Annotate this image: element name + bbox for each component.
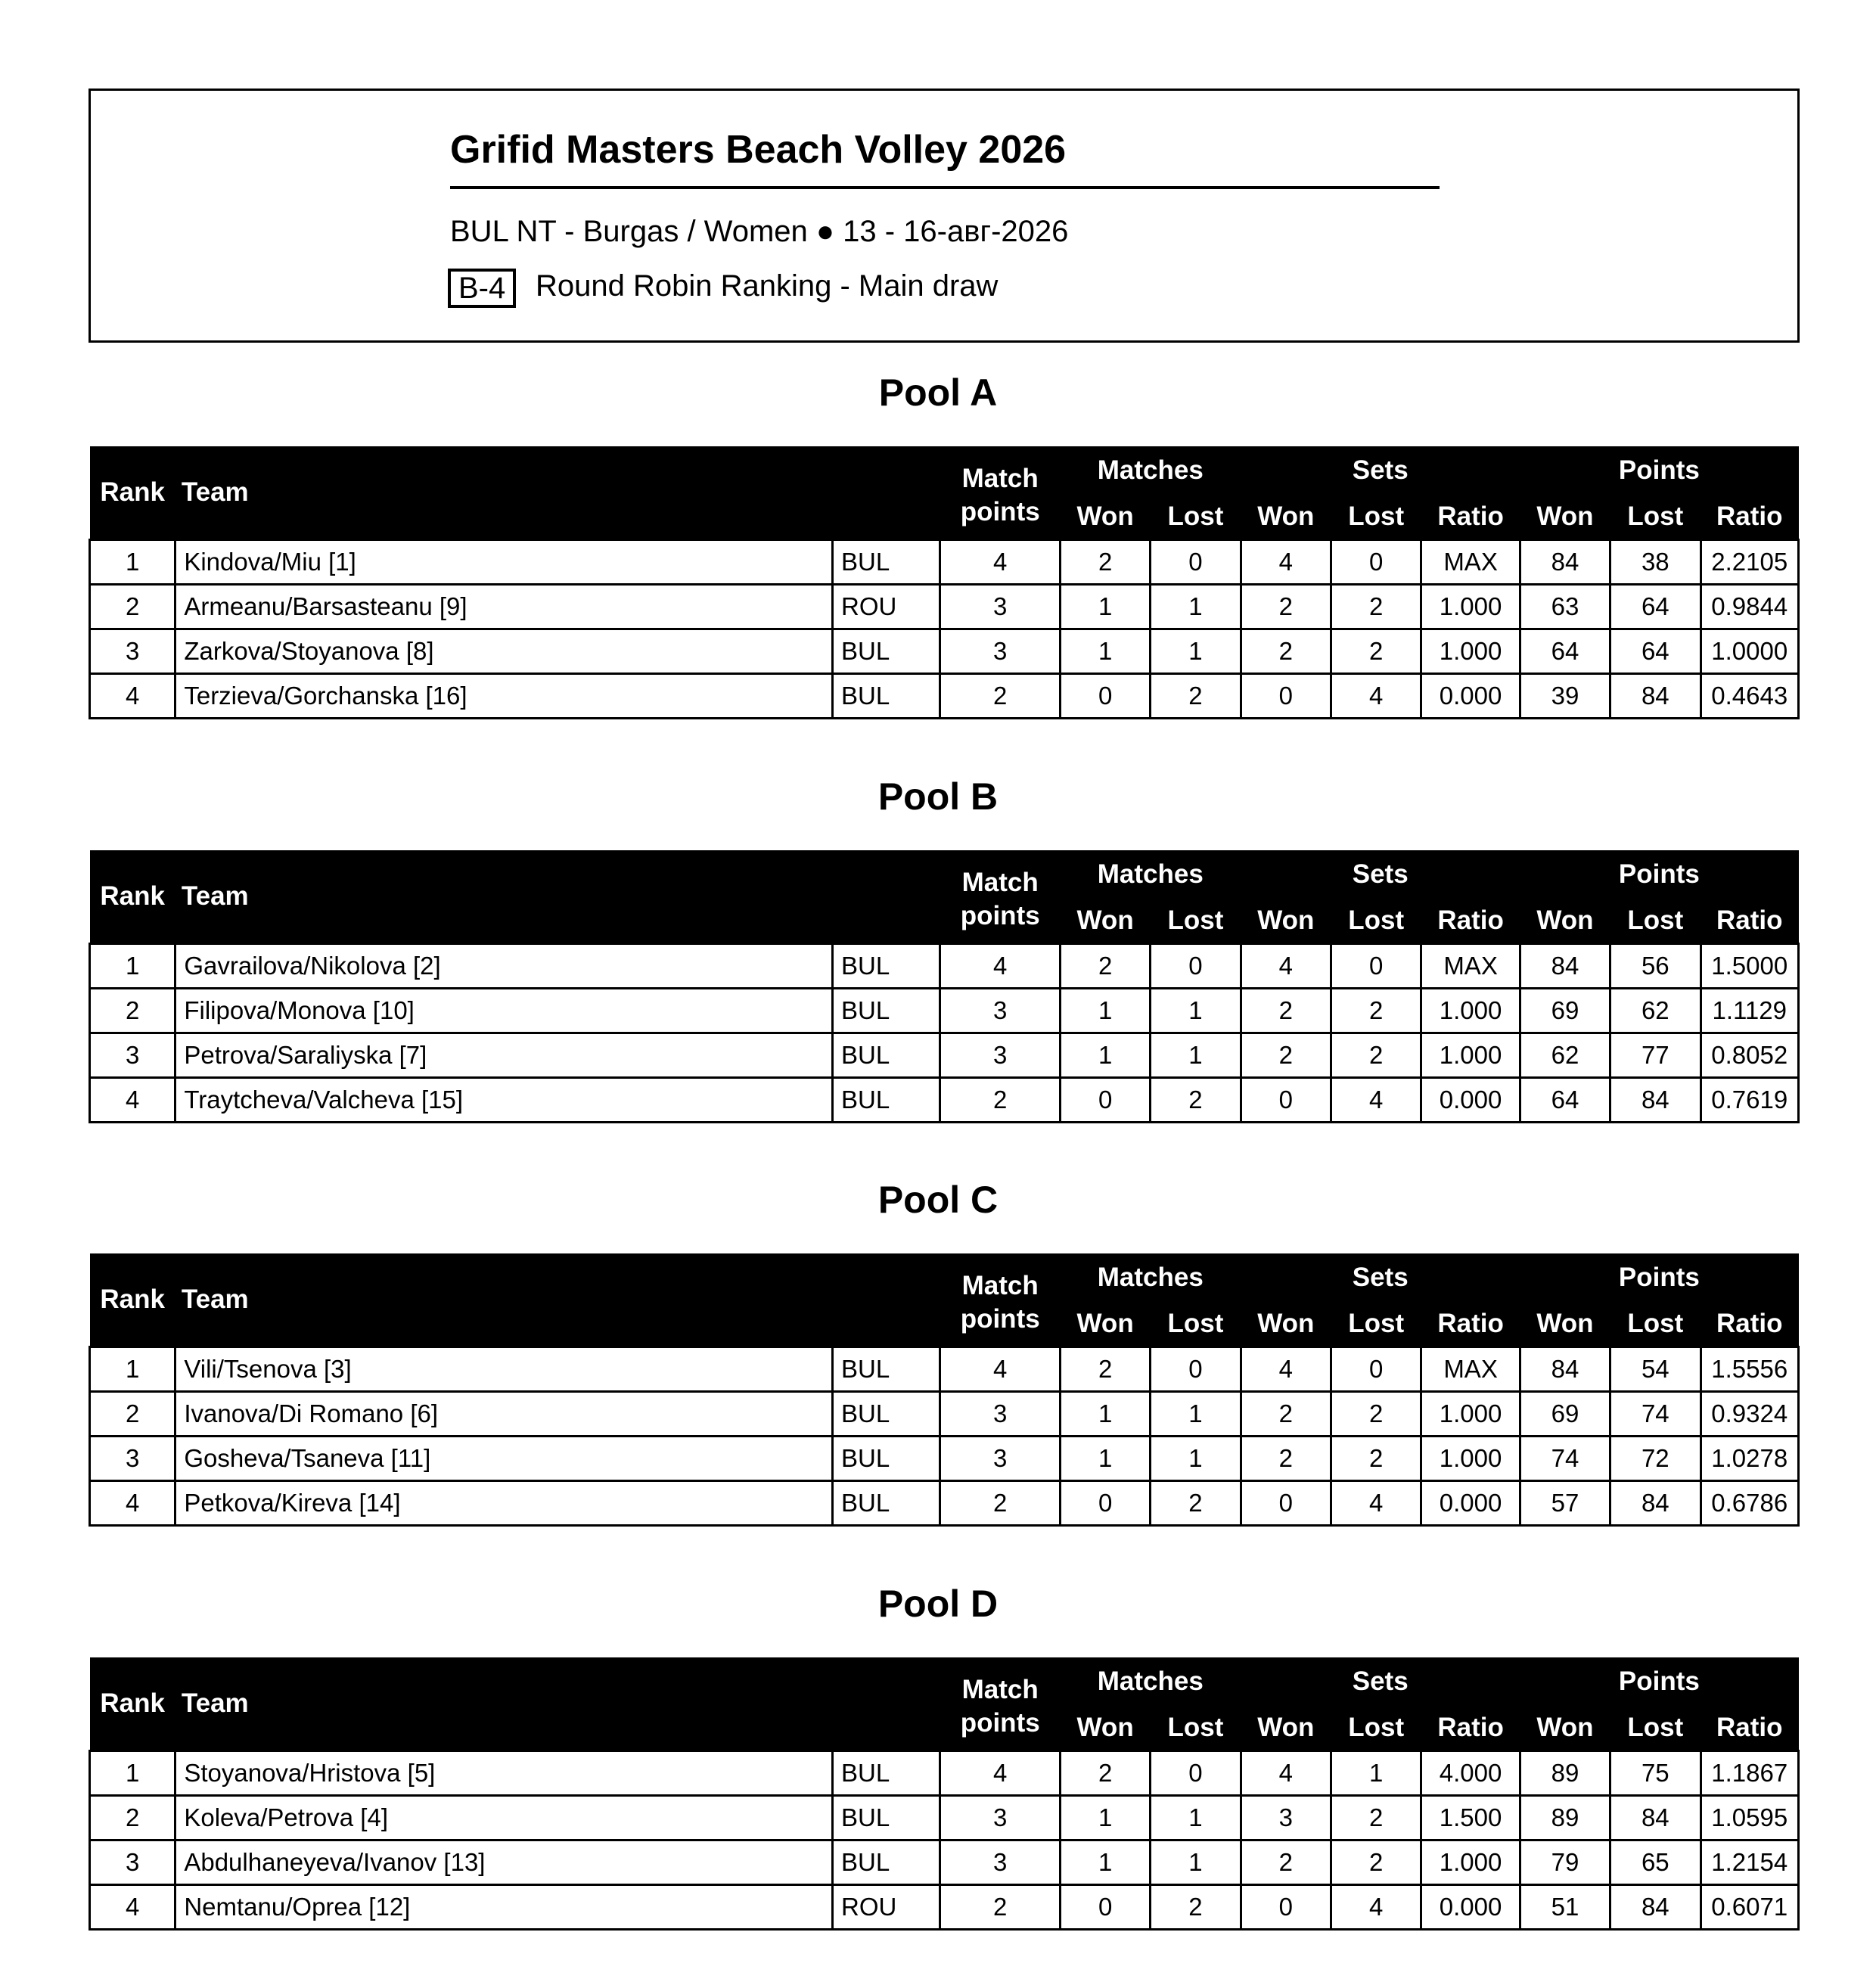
sets-ratio-header: Ratio bbox=[1421, 1302, 1520, 1347]
match-points-cell: 3 bbox=[940, 988, 1060, 1033]
points-lost-cell: 64 bbox=[1610, 584, 1701, 629]
points-lost-cell: 84 bbox=[1610, 1077, 1701, 1122]
matches-won-cell: 1 bbox=[1060, 988, 1150, 1033]
points-lost-cell: 77 bbox=[1610, 1033, 1701, 1077]
rank-cell: 1 bbox=[90, 1750, 175, 1795]
points-won-header: Won bbox=[1520, 899, 1610, 943]
matches-group-header: Matches bbox=[1060, 1657, 1241, 1706]
team-cell: Traytcheva/Valcheva [15] bbox=[175, 1077, 833, 1122]
matches-lost-header: Lost bbox=[1151, 899, 1241, 943]
points-won-cell: 84 bbox=[1520, 943, 1610, 988]
table-row bbox=[90, 1840, 1799, 1884]
country-cell: BUL bbox=[833, 1436, 940, 1480]
sets-won-cell: 4 bbox=[1241, 539, 1331, 584]
points-won-cell: 62 bbox=[1520, 1033, 1610, 1077]
points-lost-cell: 75 bbox=[1610, 1750, 1701, 1795]
team-cell: Petrova/Saraliyska [7] bbox=[175, 1033, 833, 1077]
sets-ratio-cell: 1.000 bbox=[1421, 629, 1520, 673]
matches-lost-header: Lost bbox=[1151, 495, 1241, 539]
rank-cell: 1 bbox=[90, 943, 175, 988]
points-ratio-cell: 1.2154 bbox=[1701, 1840, 1799, 1884]
table-row bbox=[90, 943, 1799, 988]
sets-won-cell: 0 bbox=[1241, 1077, 1331, 1122]
sets-won-header: Won bbox=[1241, 495, 1331, 539]
sets-lost-cell: 0 bbox=[1331, 1347, 1421, 1391]
match-points-cell: 3 bbox=[940, 1436, 1060, 1480]
matches-lost-cell: 1 bbox=[1151, 1436, 1241, 1480]
match-points-header-line1: Match bbox=[961, 1674, 1039, 1704]
match-points-cell: 4 bbox=[940, 1347, 1060, 1391]
sets-ratio-header: Ratio bbox=[1421, 495, 1520, 539]
match-points-cell: 2 bbox=[940, 1480, 1060, 1525]
table-row bbox=[90, 539, 1799, 584]
matches-group-header: Matches bbox=[1060, 1253, 1241, 1302]
country-cell: ROU bbox=[833, 584, 940, 629]
rank-cell: 3 bbox=[90, 629, 175, 673]
sets-lost-cell: 2 bbox=[1331, 988, 1421, 1033]
sets-won-cell: 4 bbox=[1241, 1347, 1331, 1391]
team-cell: Abdulhaneyeva/Ivanov [13] bbox=[175, 1840, 833, 1884]
points-ratio-cell: 1.1129 bbox=[1701, 988, 1799, 1033]
points-ratio-cell: 0.6071 bbox=[1701, 1884, 1799, 1929]
team-cell: Ivanova/Di Romano [6] bbox=[175, 1391, 833, 1436]
table-row bbox=[90, 1480, 1799, 1525]
table-row bbox=[90, 1391, 1799, 1436]
pool-title: Pool A bbox=[878, 371, 998, 414]
rank-cell: 2 bbox=[90, 988, 175, 1033]
sets-won-header: Won bbox=[1241, 899, 1331, 943]
table-row bbox=[90, 1884, 1799, 1929]
matches-won-cell: 1 bbox=[1060, 1436, 1150, 1480]
sets-ratio-cell: 1.000 bbox=[1421, 584, 1520, 629]
pool-title: Pool C bbox=[877, 1179, 999, 1221]
matches-won-cell: 1 bbox=[1060, 629, 1150, 673]
matches-group-header: Matches bbox=[1060, 850, 1241, 899]
matches-lost-cell: 1 bbox=[1151, 1795, 1241, 1840]
points-ratio-header: Ratio bbox=[1701, 495, 1799, 539]
matches-lost-cell: 0 bbox=[1151, 539, 1241, 584]
sets-won-cell: 4 bbox=[1241, 943, 1331, 988]
sets-lost-cell: 2 bbox=[1331, 1840, 1421, 1884]
sets-group-header: Sets bbox=[1241, 850, 1520, 899]
match-points-header-line1: Match bbox=[961, 867, 1039, 897]
rank-cell: 2 bbox=[90, 1391, 175, 1436]
rank-cell: 1 bbox=[90, 539, 175, 584]
pool-standings-table bbox=[89, 1657, 1800, 1931]
points-group-header: Points bbox=[1520, 446, 1798, 495]
match-points-cell: 2 bbox=[940, 1884, 1060, 1929]
matches-won-cell: 0 bbox=[1060, 1480, 1150, 1525]
points-lost-header: Lost bbox=[1610, 899, 1701, 943]
matches-lost-cell: 2 bbox=[1151, 673, 1241, 718]
match-points-cell: 2 bbox=[940, 673, 1060, 718]
points-lost-cell: 84 bbox=[1610, 673, 1701, 718]
page-title: Grifid Masters Beach Volley 2026 bbox=[450, 128, 1067, 172]
rank-header: Rank bbox=[90, 850, 175, 943]
sets-ratio-cell: 0.000 bbox=[1421, 1884, 1520, 1929]
points-ratio-cell: 0.9324 bbox=[1701, 1391, 1799, 1436]
points-ratio-cell: 1.1867 bbox=[1701, 1750, 1799, 1795]
points-lost-cell: 84 bbox=[1610, 1884, 1701, 1929]
points-lost-cell: 64 bbox=[1610, 629, 1701, 673]
sets-won-cell: 2 bbox=[1241, 1391, 1331, 1436]
points-lost-cell: 74 bbox=[1610, 1391, 1701, 1436]
match-points-header bbox=[940, 850, 1060, 943]
sets-won-cell: 2 bbox=[1241, 629, 1331, 673]
team-cell: Stoyanova/Hristova [5] bbox=[175, 1750, 833, 1795]
matches-group-header: Matches bbox=[1060, 446, 1241, 495]
table-row bbox=[90, 1795, 1799, 1840]
matches-won-cell: 2 bbox=[1060, 539, 1150, 584]
team-header: Team bbox=[175, 850, 940, 943]
round-name: Round Robin Ranking - Main draw bbox=[536, 269, 999, 303]
team-cell: Koleva/Petrova [4] bbox=[175, 1795, 833, 1840]
sets-ratio-cell: 1.000 bbox=[1421, 1840, 1520, 1884]
match-points-cell: 3 bbox=[940, 1391, 1060, 1436]
rank-cell: 3 bbox=[90, 1840, 175, 1884]
match-points-header-line2: points bbox=[960, 1707, 1040, 1738]
matches-won-cell: 0 bbox=[1060, 1077, 1150, 1122]
matches-lost-header: Lost bbox=[1151, 1706, 1241, 1750]
matches-lost-cell: 2 bbox=[1151, 1884, 1241, 1929]
points-ratio-cell: 0.4643 bbox=[1701, 673, 1799, 718]
sets-group-header: Sets bbox=[1241, 446, 1520, 495]
matches-won-cell: 2 bbox=[1060, 943, 1150, 988]
sets-ratio-cell: 1.000 bbox=[1421, 1033, 1520, 1077]
table-row bbox=[90, 629, 1799, 673]
country-cell: BUL bbox=[833, 1347, 940, 1391]
match-points-header bbox=[940, 1657, 1060, 1750]
sets-lost-header: Lost bbox=[1331, 1706, 1421, 1750]
table-row bbox=[90, 584, 1799, 629]
points-won-cell: 84 bbox=[1520, 539, 1610, 584]
points-lost-cell: 54 bbox=[1610, 1347, 1701, 1391]
country-cell: BUL bbox=[833, 1750, 940, 1795]
points-lost-cell: 38 bbox=[1610, 539, 1701, 584]
team-cell: Vili/Tsenova [3] bbox=[175, 1347, 833, 1391]
points-group-header: Points bbox=[1520, 1253, 1798, 1302]
points-group-header: Points bbox=[1520, 850, 1798, 899]
match-points-cell: 3 bbox=[940, 1795, 1060, 1840]
country-cell: BUL bbox=[833, 1077, 940, 1122]
points-ratio-cell: 1.5556 bbox=[1701, 1347, 1799, 1391]
points-ratio-cell: 0.6786 bbox=[1701, 1480, 1799, 1525]
team-cell: Zarkova/Stoyanova [8] bbox=[175, 629, 833, 673]
sets-won-cell: 2 bbox=[1241, 988, 1331, 1033]
team-header: Team bbox=[175, 1253, 940, 1347]
matches-won-cell: 0 bbox=[1060, 1884, 1150, 1929]
country-cell: BUL bbox=[833, 988, 940, 1033]
match-points-cell: 3 bbox=[940, 629, 1060, 673]
rank-cell: 4 bbox=[90, 1480, 175, 1525]
country-cell: BUL bbox=[833, 539, 940, 584]
sets-won-cell: 0 bbox=[1241, 1884, 1331, 1929]
sets-lost-header: Lost bbox=[1331, 1302, 1421, 1347]
points-won-cell: 64 bbox=[1520, 1077, 1610, 1122]
points-ratio-cell: 0.8052 bbox=[1701, 1033, 1799, 1077]
country-cell: BUL bbox=[833, 629, 940, 673]
country-cell: BUL bbox=[833, 1033, 940, 1077]
matches-won-cell: 2 bbox=[1060, 1750, 1150, 1795]
match-points-cell: 4 bbox=[940, 539, 1060, 584]
sets-lost-cell: 2 bbox=[1331, 1033, 1421, 1077]
sets-ratio-header: Ratio bbox=[1421, 1706, 1520, 1750]
sets-won-cell: 2 bbox=[1241, 1840, 1331, 1884]
points-won-cell: 84 bbox=[1520, 1347, 1610, 1391]
match-points-cell: 4 bbox=[940, 943, 1060, 988]
rank-cell: 4 bbox=[90, 1077, 175, 1122]
match-points-header-line2: points bbox=[960, 496, 1040, 527]
points-ratio-header: Ratio bbox=[1701, 1302, 1799, 1347]
sets-ratio-cell: MAX bbox=[1421, 539, 1520, 584]
points-won-cell: 64 bbox=[1520, 629, 1610, 673]
match-points-header bbox=[940, 446, 1060, 539]
matches-lost-cell: 1 bbox=[1151, 1033, 1241, 1077]
sets-ratio-cell: 0.000 bbox=[1421, 673, 1520, 718]
sets-ratio-cell: MAX bbox=[1421, 943, 1520, 988]
team-cell: Armeanu/Barsasteanu [9] bbox=[175, 584, 833, 629]
sets-lost-header: Lost bbox=[1331, 495, 1421, 539]
matches-lost-cell: 2 bbox=[1151, 1480, 1241, 1525]
rank-cell: 3 bbox=[90, 1033, 175, 1077]
country-cell: BUL bbox=[833, 673, 940, 718]
matches-won-cell: 1 bbox=[1060, 1840, 1150, 1884]
points-lost-cell: 56 bbox=[1610, 943, 1701, 988]
rank-header: Rank bbox=[90, 1657, 175, 1750]
points-won-cell: 39 bbox=[1520, 673, 1610, 718]
points-won-header: Won bbox=[1520, 495, 1610, 539]
pool-standings-table bbox=[89, 1253, 1800, 1527]
points-ratio-cell: 1.5000 bbox=[1701, 943, 1799, 988]
sets-won-header: Won bbox=[1241, 1706, 1331, 1750]
matches-lost-cell: 0 bbox=[1151, 1750, 1241, 1795]
matches-won-cell: 1 bbox=[1060, 1033, 1150, 1077]
matches-won-header: Won bbox=[1060, 1302, 1150, 1347]
points-ratio-cell: 0.9844 bbox=[1701, 584, 1799, 629]
sets-ratio-cell: MAX bbox=[1421, 1347, 1520, 1391]
matches-won-cell: 1 bbox=[1060, 1391, 1150, 1436]
matches-lost-cell: 0 bbox=[1151, 1347, 1241, 1391]
sets-lost-cell: 2 bbox=[1331, 584, 1421, 629]
team-cell: Filipova/Monova [10] bbox=[175, 988, 833, 1033]
points-lost-header: Lost bbox=[1610, 495, 1701, 539]
sets-won-cell: 3 bbox=[1241, 1795, 1331, 1840]
pool-standings-table bbox=[89, 446, 1800, 719]
table-row bbox=[90, 1347, 1799, 1391]
matches-won-header: Won bbox=[1060, 1706, 1150, 1750]
matches-lost-cell: 2 bbox=[1151, 1077, 1241, 1122]
points-won-cell: 69 bbox=[1520, 1391, 1610, 1436]
pool-title: Pool D bbox=[877, 1583, 999, 1625]
match-points-header bbox=[940, 1253, 1060, 1347]
sets-won-header: Won bbox=[1241, 1302, 1331, 1347]
match-points-cell: 3 bbox=[940, 584, 1060, 629]
points-ratio-header: Ratio bbox=[1701, 1706, 1799, 1750]
sets-lost-cell: 4 bbox=[1331, 673, 1421, 718]
pool-title: Pool B bbox=[877, 775, 999, 818]
table-row bbox=[90, 988, 1799, 1033]
sets-lost-cell: 2 bbox=[1331, 1436, 1421, 1480]
team-cell: Terzieva/Gorchanska [16] bbox=[175, 673, 833, 718]
matches-lost-cell: 1 bbox=[1151, 1840, 1241, 1884]
table-row bbox=[90, 1436, 1799, 1480]
rank-cell: 1 bbox=[90, 1347, 175, 1391]
table-row bbox=[90, 1033, 1799, 1077]
sets-lost-cell: 4 bbox=[1331, 1884, 1421, 1929]
points-ratio-cell: 1.0595 bbox=[1701, 1795, 1799, 1840]
points-won-cell: 79 bbox=[1520, 1840, 1610, 1884]
sets-ratio-header: Ratio bbox=[1421, 899, 1520, 943]
event-subtitle: BUL NT - Burgas / Women ● 13 - 16-авг-2026 bbox=[450, 215, 1069, 248]
points-lost-cell: 65 bbox=[1610, 1840, 1701, 1884]
points-won-header: Won bbox=[1520, 1302, 1610, 1347]
matches-lost-header: Lost bbox=[1151, 1302, 1241, 1347]
match-points-cell: 3 bbox=[940, 1033, 1060, 1077]
sets-won-cell: 0 bbox=[1241, 1480, 1331, 1525]
points-won-cell: 74 bbox=[1520, 1436, 1610, 1480]
match-points-cell: 3 bbox=[940, 1840, 1060, 1884]
points-ratio-cell: 1.0000 bbox=[1701, 629, 1799, 673]
points-lost-header: Lost bbox=[1610, 1302, 1701, 1347]
country-cell: BUL bbox=[833, 1840, 940, 1884]
table-row bbox=[90, 673, 1799, 718]
sets-ratio-cell: 0.000 bbox=[1421, 1480, 1520, 1525]
team-header: Team bbox=[175, 446, 940, 539]
matches-won-cell: 1 bbox=[1060, 584, 1150, 629]
sets-ratio-cell: 1.000 bbox=[1421, 1436, 1520, 1480]
sets-ratio-cell: 1.500 bbox=[1421, 1795, 1520, 1840]
match-points-header-line1: Match bbox=[961, 1270, 1039, 1300]
sets-lost-cell: 0 bbox=[1331, 943, 1421, 988]
matches-lost-cell: 1 bbox=[1151, 629, 1241, 673]
team-cell: Kindova/Miu [1] bbox=[175, 539, 833, 584]
sets-lost-header: Lost bbox=[1331, 899, 1421, 943]
sets-ratio-cell: 1.000 bbox=[1421, 988, 1520, 1033]
sets-group-header: Sets bbox=[1241, 1657, 1520, 1706]
sets-ratio-cell: 1.000 bbox=[1421, 1391, 1520, 1436]
round-code-badge: B-4 bbox=[448, 269, 516, 308]
rank-cell: 4 bbox=[90, 1884, 175, 1929]
points-lost-cell: 62 bbox=[1610, 988, 1701, 1033]
sets-ratio-cell: 4.000 bbox=[1421, 1750, 1520, 1795]
sets-won-cell: 2 bbox=[1241, 584, 1331, 629]
points-lost-header: Lost bbox=[1610, 1706, 1701, 1750]
sets-group-header: Sets bbox=[1241, 1253, 1520, 1302]
country-cell: BUL bbox=[833, 1795, 940, 1840]
matches-won-cell: 1 bbox=[1060, 1795, 1150, 1840]
rank-header: Rank bbox=[90, 446, 175, 539]
points-won-cell: 57 bbox=[1520, 1480, 1610, 1525]
points-group-header: Points bbox=[1520, 1657, 1798, 1706]
points-ratio-header: Ratio bbox=[1701, 899, 1799, 943]
country-cell: BUL bbox=[833, 1391, 940, 1436]
rank-cell: 2 bbox=[90, 1795, 175, 1840]
points-ratio-cell: 1.0278 bbox=[1701, 1436, 1799, 1480]
matches-lost-cell: 1 bbox=[1151, 1391, 1241, 1436]
points-lost-cell: 84 bbox=[1610, 1795, 1701, 1840]
sets-ratio-cell: 0.000 bbox=[1421, 1077, 1520, 1122]
matches-won-header: Won bbox=[1060, 899, 1150, 943]
matches-lost-cell: 0 bbox=[1151, 943, 1241, 988]
match-points-cell: 4 bbox=[940, 1750, 1060, 1795]
team-header: Team bbox=[175, 1657, 940, 1750]
points-won-cell: 89 bbox=[1520, 1750, 1610, 1795]
points-won-cell: 63 bbox=[1520, 584, 1610, 629]
country-cell: BUL bbox=[833, 943, 940, 988]
title-underline bbox=[450, 186, 1440, 189]
team-cell: Nemtanu/Oprea [12] bbox=[175, 1884, 833, 1929]
team-cell: Gavrailova/Nikolova [2] bbox=[175, 943, 833, 988]
rank-cell: 3 bbox=[90, 1436, 175, 1480]
sets-lost-cell: 2 bbox=[1331, 1795, 1421, 1840]
table-row bbox=[90, 1750, 1799, 1795]
matches-won-cell: 2 bbox=[1060, 1347, 1150, 1391]
points-won-cell: 69 bbox=[1520, 988, 1610, 1033]
pool-standings-table bbox=[89, 850, 1800, 1123]
match-points-header-line2: points bbox=[960, 1303, 1040, 1334]
points-lost-cell: 72 bbox=[1610, 1436, 1701, 1480]
team-cell: Gosheva/Tsaneva [11] bbox=[175, 1436, 833, 1480]
sets-won-cell: 2 bbox=[1241, 1436, 1331, 1480]
match-points-header-line1: Match bbox=[961, 463, 1039, 493]
points-lost-cell: 84 bbox=[1610, 1480, 1701, 1525]
sets-lost-cell: 4 bbox=[1331, 1077, 1421, 1122]
points-won-cell: 51 bbox=[1520, 1884, 1610, 1929]
matches-won-cell: 0 bbox=[1060, 673, 1150, 718]
matches-lost-cell: 1 bbox=[1151, 988, 1241, 1033]
points-won-cell: 89 bbox=[1520, 1795, 1610, 1840]
sets-lost-cell: 2 bbox=[1331, 629, 1421, 673]
sets-lost-cell: 1 bbox=[1331, 1750, 1421, 1795]
country-cell: BUL bbox=[833, 1480, 940, 1525]
sets-won-cell: 2 bbox=[1241, 1033, 1331, 1077]
sets-lost-cell: 4 bbox=[1331, 1480, 1421, 1525]
points-ratio-cell: 2.2105 bbox=[1701, 539, 1799, 584]
match-points-cell: 2 bbox=[940, 1077, 1060, 1122]
matches-lost-cell: 1 bbox=[1151, 584, 1241, 629]
match-points-header-line2: points bbox=[960, 900, 1040, 930]
sets-won-cell: 0 bbox=[1241, 673, 1331, 718]
points-won-header: Won bbox=[1520, 1706, 1610, 1750]
sets-lost-cell: 2 bbox=[1331, 1391, 1421, 1436]
rank-header: Rank bbox=[90, 1253, 175, 1347]
rank-cell: 4 bbox=[90, 673, 175, 718]
points-ratio-cell: 0.7619 bbox=[1701, 1077, 1799, 1122]
rank-cell: 2 bbox=[90, 584, 175, 629]
team-cell: Petkova/Kireva [14] bbox=[175, 1480, 833, 1525]
country-cell: ROU bbox=[833, 1884, 940, 1929]
sets-lost-cell: 0 bbox=[1331, 539, 1421, 584]
sets-won-cell: 4 bbox=[1241, 1750, 1331, 1795]
matches-won-header: Won bbox=[1060, 495, 1150, 539]
table-row bbox=[90, 1077, 1799, 1122]
